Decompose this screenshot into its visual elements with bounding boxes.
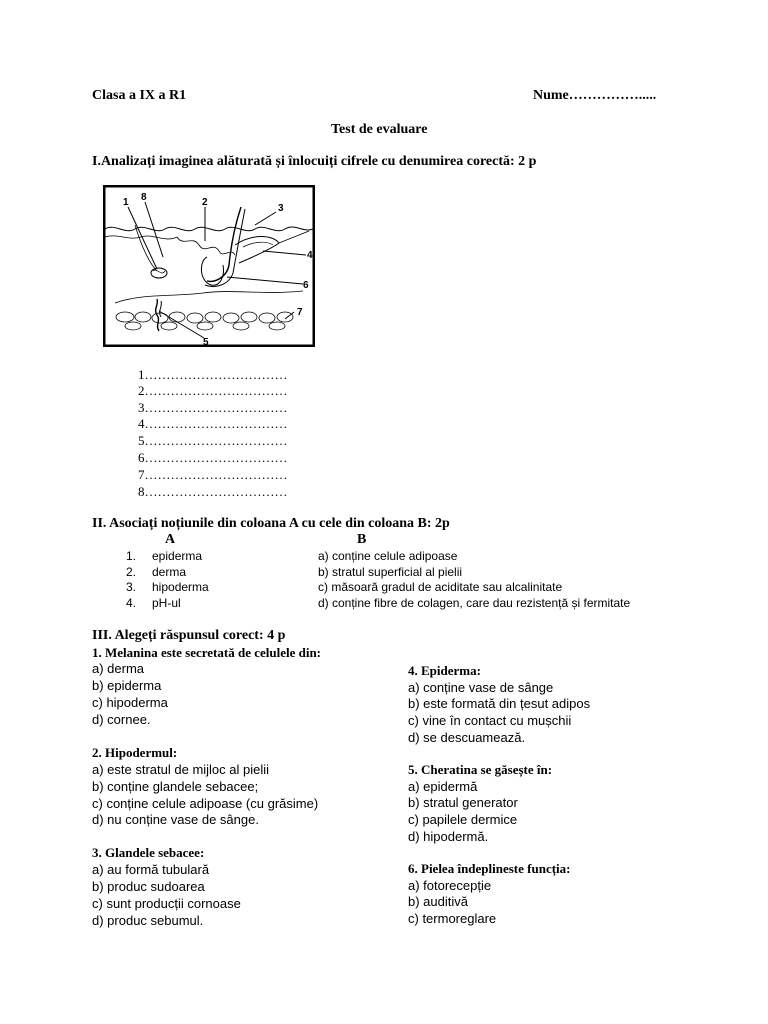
q1-option-c[interactable]: c) hipoderma bbox=[92, 695, 168, 710]
row-num-3: 3. bbox=[126, 580, 137, 594]
q5-option-d[interactable]: d) hipodermă. bbox=[408, 829, 489, 844]
q3-option-c[interactable]: c) sunt producții cornoase bbox=[92, 896, 241, 911]
section-3-heading bbox=[92, 628, 285, 644]
column-a-header: A bbox=[165, 532, 176, 547]
q6-option-b[interactable]: b) auditivă bbox=[408, 894, 468, 909]
q4-option-d[interactable]: d) se descuamează. bbox=[408, 730, 526, 745]
q6-option-a[interactable]: a) fotorecepție bbox=[408, 878, 492, 893]
q5-option-c[interactable]: c) papilele dermice bbox=[408, 812, 518, 827]
page-title: Test de evaluare bbox=[331, 122, 428, 137]
section-1-heading: I.Analizați imaginea alăturată și înlocuiți cifrele cu denumirea corectă: 2 p bbox=[92, 154, 537, 169]
row-a-4: pH-ul bbox=[152, 596, 181, 610]
q4-option-a[interactable]: a) conține vase de sânge bbox=[408, 680, 554, 695]
diagram-label-1: 1 bbox=[123, 197, 129, 208]
row-b-2: b) stratul superficial al pielii bbox=[318, 565, 463, 579]
column-b-header: B bbox=[357, 532, 367, 547]
q1-option-a[interactable]: a) derma bbox=[92, 661, 145, 676]
question-6: 6. Pielea îndeplineste funcția: bbox=[408, 861, 571, 876]
row-num-1: 1. bbox=[126, 549, 137, 563]
q4-option-b[interactable]: b) este formată din țesut adipos bbox=[408, 696, 591, 711]
q2-option-d[interactable]: d) nu conține vase de sânge. bbox=[92, 812, 259, 827]
blank-line-7[interactable]: 7…………………………… bbox=[138, 467, 288, 482]
section-3-title: III. Alegeți răspunsul corect bbox=[92, 628, 259, 643]
row-b-1: a) conține celule adipoase bbox=[318, 549, 458, 563]
row-a-3: hipoderma bbox=[152, 580, 209, 594]
skin-diagram bbox=[103, 185, 315, 347]
diagram-label-7: 7 bbox=[297, 307, 303, 318]
row-a-1: epiderma bbox=[152, 549, 203, 563]
q5-option-a[interactable]: a) epidermă bbox=[408, 779, 478, 794]
blank-line-1[interactable]: 1…………………………… bbox=[138, 367, 288, 382]
diagram-label-2: 2 bbox=[202, 197, 208, 208]
q2-option-c[interactable]: c) conține celule adipoase (cu grăsime) bbox=[92, 796, 319, 811]
question-2: 2. Hipodermul: bbox=[92, 745, 178, 760]
q3-option-b[interactable]: b) produc sudoarea bbox=[92, 879, 205, 894]
blank-line-6[interactable]: 6…………………………… bbox=[138, 450, 288, 465]
q4-option-c[interactable]: c) vine în contact cu mușchii bbox=[408, 713, 572, 728]
q1-option-d[interactable]: d) cornee. bbox=[92, 712, 151, 727]
row-b-3: c) măsoară gradul de aciditate sau alcalinitate bbox=[318, 580, 563, 594]
question-4: 4. Epiderma: bbox=[408, 663, 481, 678]
diagram-label-4: 4 bbox=[307, 250, 313, 261]
q6-option-c[interactable]: c) termoreglare bbox=[408, 911, 497, 926]
q3-option-a[interactable]: a) au formă tubulară bbox=[92, 862, 210, 877]
name-field-label: Nume……………..... bbox=[533, 88, 657, 103]
section-3-points: : 4 p bbox=[258, 628, 286, 643]
blank-line-8[interactable]: 8…………………………… bbox=[138, 484, 288, 499]
blank-line-3[interactable]: 3…………………………… bbox=[138, 400, 288, 415]
diagram-label-3: 3 bbox=[278, 203, 284, 214]
diagram-label-8: 8 bbox=[141, 192, 147, 203]
row-a-2: derma bbox=[152, 565, 187, 579]
class-label: Clasa a IX a R1 bbox=[92, 88, 187, 103]
diagram-label-5: 5 bbox=[203, 337, 209, 347]
row-b-4: d) conține fibre de colagen, care dau rezistență și fermitate bbox=[318, 596, 631, 610]
q5-option-b[interactable]: b) stratul generator bbox=[408, 795, 518, 810]
row-num-2: 2. bbox=[126, 565, 137, 579]
question-3: 3. Glandele sebacee: bbox=[92, 845, 205, 860]
blank-line-2[interactable]: 2…………………………… bbox=[138, 383, 288, 398]
blank-line-4[interactable]: 4…………………………… bbox=[138, 416, 288, 431]
q1-option-b[interactable]: b) epiderma bbox=[92, 678, 162, 693]
question-5: 5. Cheratina se găsește în: bbox=[408, 762, 553, 777]
q2-option-a[interactable]: a) este stratul de mijloc al pielii bbox=[92, 762, 270, 777]
question-1: 1. Melanina este secretată de celulele din: bbox=[92, 645, 322, 660]
section-2-heading: II. Asociați noțiunile din coloana A cu cele din coloana B: 2p bbox=[92, 516, 450, 531]
diagram-label-6: 6 bbox=[303, 280, 309, 291]
q2-option-b[interactable]: b) conține glandele sebacee; bbox=[92, 779, 259, 794]
q3-option-d[interactable]: d) produc sebumul. bbox=[92, 913, 204, 928]
row-num-4: 4. bbox=[126, 596, 137, 610]
blank-line-5[interactable]: 5…………………………… bbox=[138, 433, 288, 448]
